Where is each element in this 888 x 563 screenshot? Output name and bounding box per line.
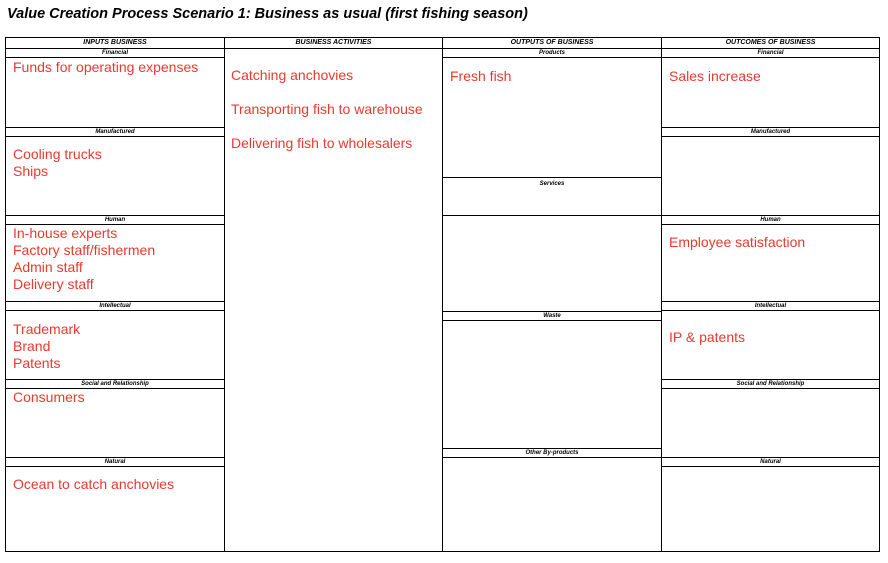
outcomes-human-item: Employee satisfaction	[669, 234, 806, 250]
activity-item: Delivering fish to wholesalers	[231, 135, 413, 151]
outcomes-natural-label: Natural	[662, 457, 879, 467]
inputs-human-item: Delivery staff	[13, 276, 94, 292]
inputs-manufactured-item: Ships	[13, 163, 49, 179]
outcomes-financial-label: Financial	[662, 48, 879, 58]
outcomes-header: OUTCOMES OF BUSINESS	[662, 38, 879, 49]
inputs-natural-label: Natural	[6, 457, 224, 467]
outputs-products-item: Fresh fish	[450, 68, 512, 84]
outputs-column	[442, 37, 662, 552]
outcomes-financial-item: Sales increase	[669, 68, 761, 84]
outputs-products-label: Products	[443, 48, 661, 58]
inputs-financial-label: Financial	[6, 48, 224, 58]
inputs-manufactured-item: Cooling trucks	[13, 146, 102, 162]
inputs-intellectual-item: Trademark	[13, 321, 81, 337]
outcomes-column	[661, 37, 880, 552]
inputs-intellectual-item: Patents	[13, 355, 61, 371]
activity-item: Transporting fish to warehouse	[231, 101, 423, 117]
outcomes-intellectual-item: IP & patents	[669, 329, 746, 345]
inputs-header: INPUTS BUSINESS	[6, 38, 224, 49]
inputs-human-item: Factory staff/fishermen	[13, 242, 156, 258]
inputs-financial-item: Funds for operating expenses	[13, 59, 199, 75]
inputs-social-label: Social and Relationship	[6, 379, 224, 389]
activities-header: BUSINESS ACTIVITIES	[225, 38, 442, 49]
inputs-human-label: Human	[6, 215, 224, 225]
inputs-manufactured-label: Manufactured	[6, 127, 224, 137]
inputs-human-item: In-house experts	[13, 225, 118, 241]
inputs-column	[5, 37, 225, 552]
outcomes-manufactured-label: Manufactured	[662, 127, 879, 137]
outcomes-social-label: Social and Relationship	[662, 379, 879, 389]
outcomes-human-label: Human	[662, 215, 879, 225]
inputs-natural-item: Ocean to catch anchovies	[13, 476, 175, 492]
inputs-human-item: Admin staff	[13, 259, 83, 275]
outputs-header: OUTPUTS OF BUSINESS	[443, 38, 661, 49]
outputs-services-label: Services	[443, 177, 661, 216]
page-title: Value Creation Process Scenario 1: Business as usual (first fishing season)	[7, 6, 528, 22]
inputs-intellectual-label: Intellectual	[6, 301, 224, 311]
inputs-social-item: Consumers	[13, 389, 85, 405]
activity-item: Catching anchovies	[231, 67, 354, 83]
inputs-intellectual-item: Brand	[13, 338, 51, 354]
outputs-byproducts-label: Other By-products	[443, 448, 661, 458]
outputs-waste-label: Waste	[443, 311, 661, 321]
outcomes-intellectual-label: Intellectual	[662, 301, 879, 311]
activities-column	[224, 37, 443, 552]
